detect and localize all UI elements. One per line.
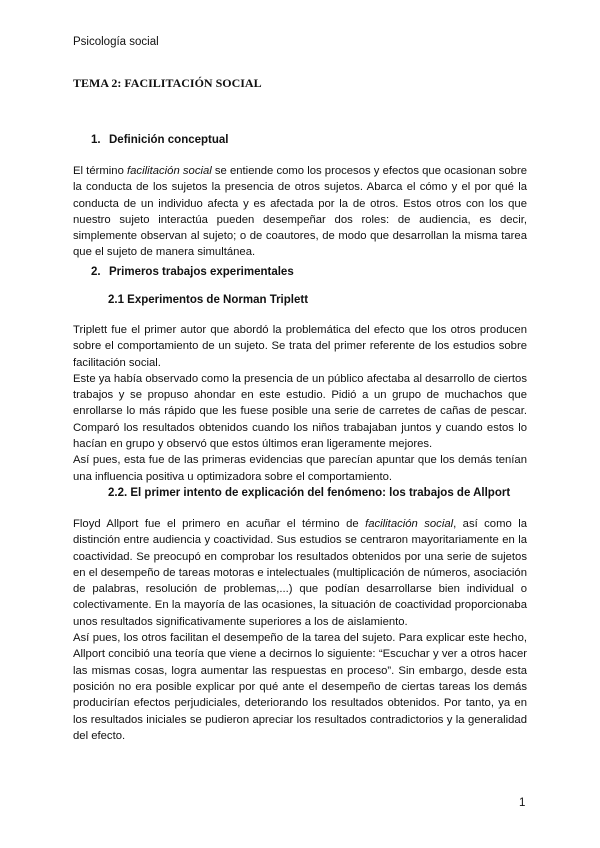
section-number: 1. <box>91 134 101 146</box>
section-title: Primeros trabajos experimentales <box>109 266 294 278</box>
subsection-heading-2-1: 2.1 Experimentos de Norman Triplett <box>108 294 309 306</box>
paragraph <box>73 516 527 630</box>
page-header: Psicología social <box>73 36 159 48</box>
section-heading-1 <box>91 134 229 146</box>
definition-paragraph <box>73 163 527 261</box>
italic-term: facilitación social <box>365 518 454 530</box>
paragraph: Así pues, esta fue de las primeras evidencias que parecían apuntar que los demás tenían una influencia positiva u optimizadora sobre el comportamiento. <box>73 454 527 483</box>
paragraph: Así pues, los otros facilitan el desempeño de la tarea del sujeto. Para explicar este hecho, Allport concibió una teoría que viene a decirnos lo siguiente: “Escuchar y ver a otros hacer las mismas cosas, logra aumentar las respuestas en proceso”. Sin embargo, desde esta posición no era posible explicar por qué ante el desempeño de ciertas tareas los demás producirían efectos perjudiciales, deteriorando los resultados obtenidos. Por tanto, ya en los resultados iniciales se pudieron apreciar los resultados contradictorios y la generalidad del efecto. <box>73 632 527 742</box>
text-run: , así como la distinción entre audiencia y coactividad. Sus estudios se centraron mayoritariamente en la coactividad. Se preocupó en comprobar los resultados obtenidos por una serie de sujetos en el desempeño de tareas motoras e intelectuales (multiplicación de números, asociación de palabras, resolución de problemas,...) que podían desarrollarse bien individual o colectivamente. En la mayoría de las ocasiones, la situación de coactividad proporcionaba unos resultados significativamente superiores a los de aislamiento. <box>73 518 527 628</box>
section-title: Definición conceptual <box>109 134 229 146</box>
page-number: 1 <box>519 797 526 809</box>
section-number: 2. <box>91 266 101 278</box>
text-run: Floyd Allport fue el primero en acuñar el término de <box>73 518 366 530</box>
italic-term: facilitación social <box>127 165 212 177</box>
text-run: se entiende como los procesos y efectos que ocasionan sobre la conducta de los sujetos la presencia de otros sujetos. Abarca el cómo y el por qué la conducta de un individuo afecta y es afectada por la de otros. Estos otros con los que nuestro sujeto interactúa pueden desempeñar dos roles: de audiencia, es decir, simplemente observan al sujeto; o de coautores, de modo que desarrollan la misma tarea que el sujeto de manera simultánea. <box>73 165 528 259</box>
paragraph: Este ya había observado como la presencia de un público afectaba al desarrollo de ciertos trabajos y se propuso ahondar en este estudio. Pidió a un grupo de muchachos que enrollarse lo más rápido que les fuese posible una serie de carretes de cañas de pescar. Comparó los resultados obtenidos cuando los niños trabajaban juntos y cuando estos lo hacían en grupo y observó que estos últimos eran ligeramente mejores. <box>73 372 527 451</box>
triplett-paragraphs <box>73 322 527 485</box>
text-run: El término <box>73 165 127 177</box>
subsection-heading-2-2: 2.2. El primer intento de explicación del fenómeno: los trabajos de Allport <box>108 487 511 499</box>
section-heading-2 <box>91 266 294 278</box>
paragraph: Triplett fue el primer autor que abordó la problemática del efecto que los otros producen sobre el comportamiento de un sujeto. Se trata del primer referente de los estudios sobre facilitación social. <box>73 324 527 369</box>
document-title: TEMA 2: FACILITACIÓN SOCIAL <box>73 76 262 90</box>
allport-paragraphs <box>73 516 527 744</box>
